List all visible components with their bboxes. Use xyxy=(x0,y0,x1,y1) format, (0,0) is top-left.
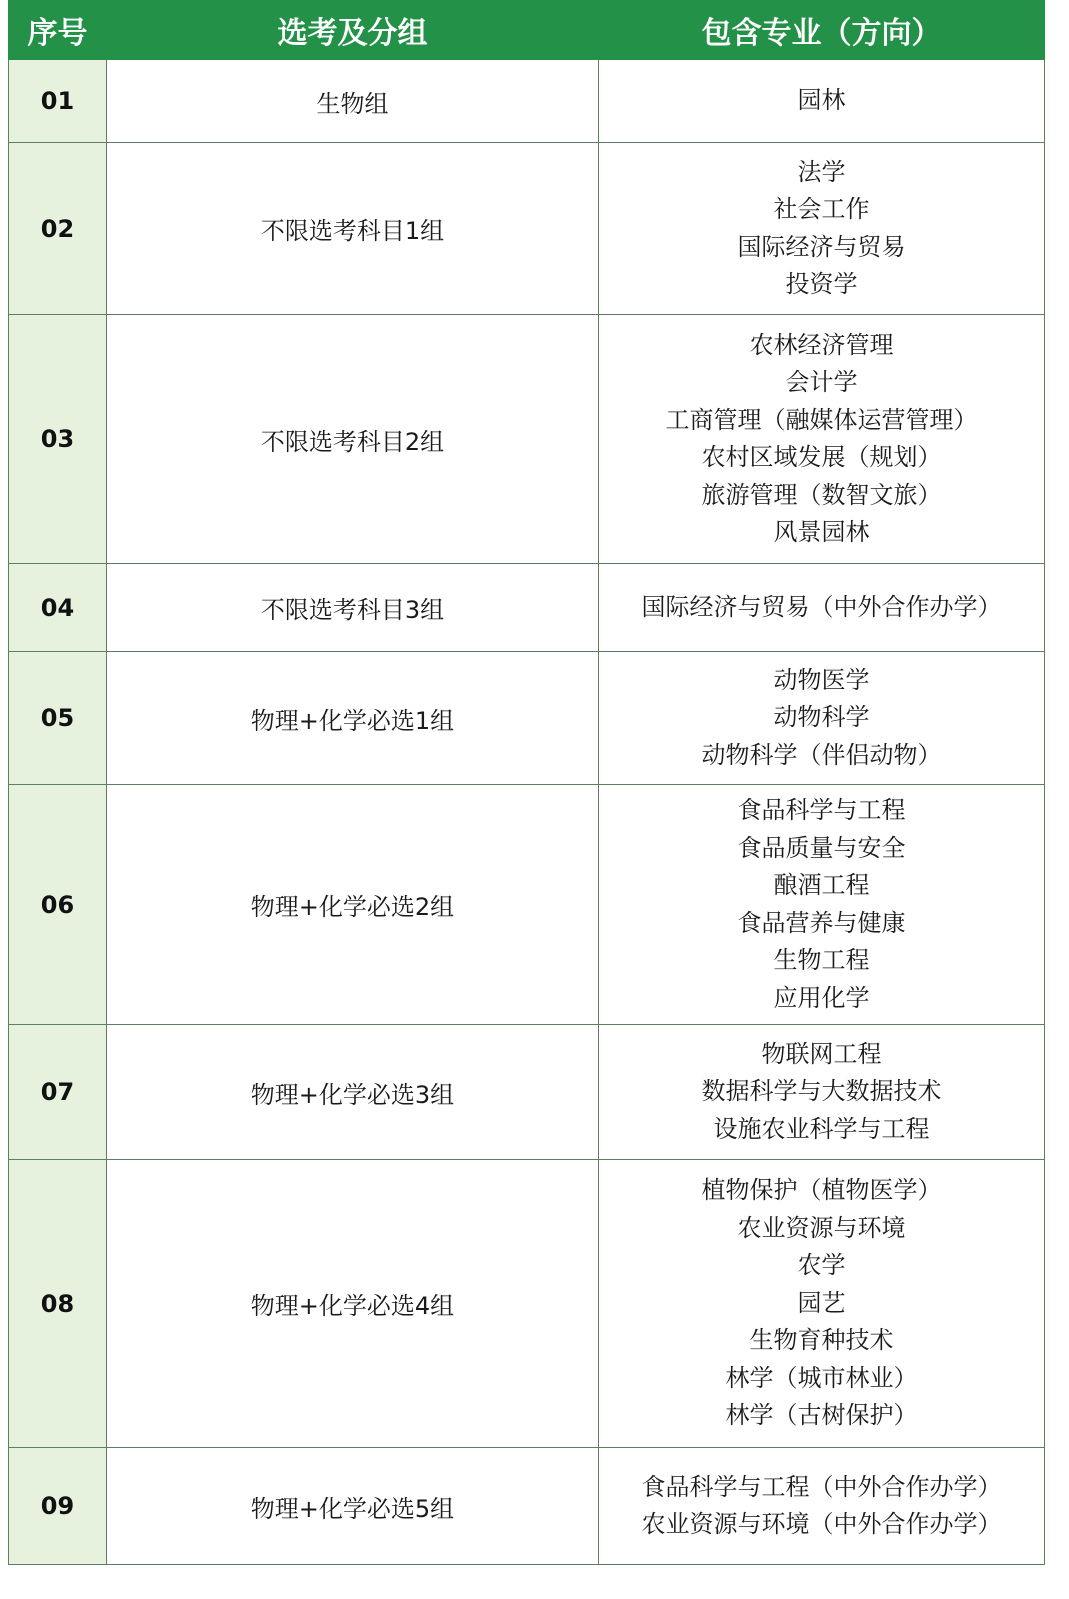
major-item: 园艺 xyxy=(797,1288,846,1317)
major-item: 农林经济管理 xyxy=(749,330,894,359)
row-majors xyxy=(599,315,1045,564)
table-row xyxy=(9,315,1045,564)
table-header xyxy=(9,1,1045,60)
row-index: 01 xyxy=(9,60,107,143)
row-majors xyxy=(599,60,1045,143)
row-index: 07 xyxy=(9,1025,107,1160)
row-index: 06 xyxy=(9,785,107,1025)
major-item: 风景园林 xyxy=(773,518,870,546)
row-index: 08 xyxy=(9,1160,107,1448)
major-item: 工商管理（融媒体运营管理） xyxy=(665,405,978,434)
major-item: 数据科学与大数据技术 xyxy=(701,1077,942,1106)
major-item: 动物医学 xyxy=(773,665,870,694)
major-item: 植物保护（植物医学） xyxy=(701,1176,942,1205)
header-group: 选考及分组 xyxy=(107,1,599,60)
row-group: 不限选考科目1组 xyxy=(107,143,599,315)
row-index: 05 xyxy=(9,652,107,785)
major-item: 酿酒工程 xyxy=(773,871,870,899)
major-item: 农村区域发展（规划） xyxy=(701,443,942,471)
major-item: 国际经济与贸易 xyxy=(737,232,906,261)
major-item: 林学（城市林业） xyxy=(725,1363,918,1392)
major-item: 物联网工程 xyxy=(761,1039,882,1068)
major-item: 国际经济与贸易（中外合作办学） xyxy=(641,592,1002,621)
table-row xyxy=(9,143,1045,315)
major-item: 生物工程 xyxy=(773,946,870,974)
row-majors xyxy=(599,1025,1045,1160)
row-majors xyxy=(599,652,1045,785)
row-group: 物理+化学必选1组 xyxy=(107,652,599,785)
major-item: 食品科学与工程（中外合作办学） xyxy=(641,1472,1002,1501)
major-item: 农学 xyxy=(797,1251,846,1280)
row-group: 物理+化学必选3组 xyxy=(107,1025,599,1160)
row-index: 09 xyxy=(9,1448,107,1565)
header-majors: 包含专业（方向） xyxy=(599,1,1045,60)
table-row xyxy=(9,1448,1045,1565)
major-item: 应用化学 xyxy=(773,983,870,1012)
major-item: 林学（古树保护） xyxy=(725,1401,918,1430)
row-majors xyxy=(599,1160,1045,1448)
table-row xyxy=(9,652,1045,785)
major-item: 食品营养与健康 xyxy=(737,908,906,937)
row-group: 物理+化学必选4组 xyxy=(107,1160,599,1448)
major-item: 会计学 xyxy=(785,368,858,396)
major-item: 园林 xyxy=(797,86,846,115)
row-group: 物理+化学必选2组 xyxy=(107,785,599,1025)
major-item: 农业资源与环境（中外合作办学） xyxy=(641,1510,1002,1538)
row-majors xyxy=(599,564,1045,652)
major-item: 动物科学（伴侣动物） xyxy=(701,740,942,769)
major-item: 食品科学与工程 xyxy=(737,796,906,824)
table-row xyxy=(9,1160,1045,1448)
row-majors xyxy=(599,785,1045,1025)
header-index: 序号 xyxy=(9,1,107,60)
row-index: 04 xyxy=(9,564,107,652)
major-item: 食品质量与安全 xyxy=(737,833,906,862)
row-group: 不限选考科目2组 xyxy=(107,315,599,564)
table-body xyxy=(9,60,1045,1565)
row-index: 03 xyxy=(9,315,107,564)
row-index: 02 xyxy=(9,143,107,315)
major-item: 设施农业科学与工程 xyxy=(713,1114,930,1143)
table-row xyxy=(9,1025,1045,1160)
row-majors xyxy=(599,143,1045,315)
header-row xyxy=(9,1,1045,60)
row-group: 物理+化学必选5组 xyxy=(107,1448,599,1565)
major-item: 旅游管理（数智文旅） xyxy=(701,480,942,509)
table-row xyxy=(9,564,1045,652)
major-item: 社会工作 xyxy=(773,195,870,223)
table-row xyxy=(9,785,1045,1025)
major-item: 法学 xyxy=(797,157,846,186)
majors-table xyxy=(8,0,1045,1565)
row-group: 生物组 xyxy=(107,60,599,143)
row-majors xyxy=(599,1448,1045,1565)
major-item: 投资学 xyxy=(785,270,858,298)
major-item: 生物育种技术 xyxy=(749,1326,894,1355)
row-group: 不限选考科目3组 xyxy=(107,564,599,652)
major-item: 农业资源与环境 xyxy=(737,1213,906,1242)
major-item: 动物科学 xyxy=(773,703,870,732)
table-row xyxy=(9,60,1045,143)
